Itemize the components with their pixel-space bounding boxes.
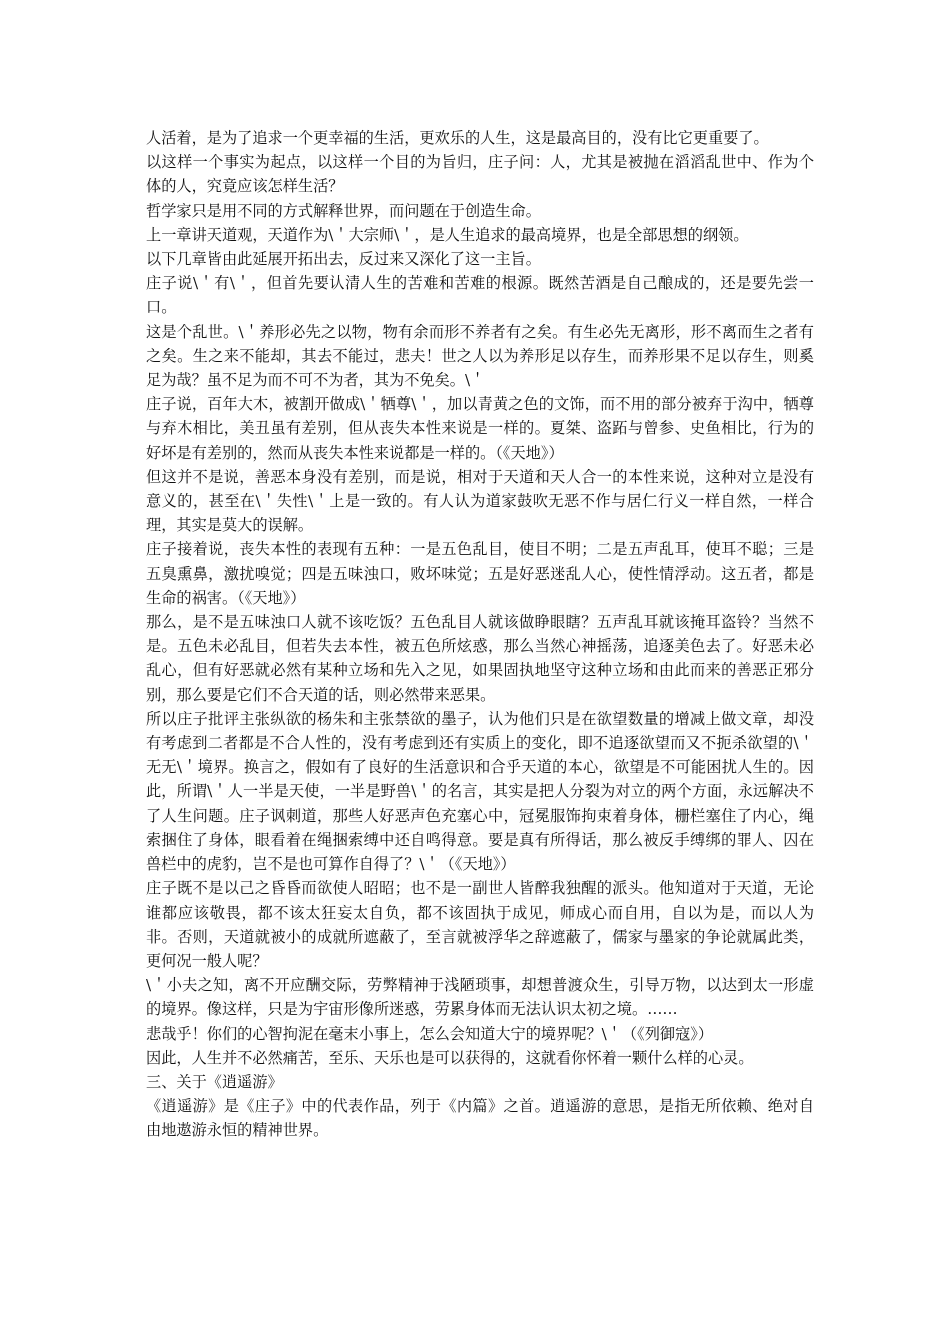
paragraph: 庄子接着说，丧失本性的表现有五种：一是五色乱目，使目不明；二是五声乱耳，使耳不聪；三是五臭熏鼻，激扰嗅觉；四是五味浊口，败坏味觉；五是好恶迷乱人心，使性情浮动。这五者，都是生命的祸害。（《天地》） [146,540,814,607]
paragraph: \＇小夫之知，离不开应酬交际，劳弊精神于浅陋琐事，却想普渡众生，引导万物，以达到太一形虚的境界。像这样，只是为宇宙形像所迷惑，劳累身体而无法认识太初之境。…… [146,976,814,1019]
paragraph: 这是个乱世。\＇养形必先之以物，物有余而形不养者有之矣。有生必先无离形，形不离而生之者有之矣。生之来不能却，其去不能过，悲夫！世之人以为养形足以存生，而养形果不足以存生，则奚足为哉？虽不足为而不可不为者，其为不免矣。\＇ [146,322,814,390]
paragraph: 那么，是不是五味浊口人就不该吃饭？五色乱目人就该做睁眼瞎？五声乱耳就该掩耳盗铃？当然不是。五色未必乱目，但若失去本性，被五色所炫惑，那么当然心神摇荡，追逐美色去了。好恶未必乱心，但有好恶就必然有某种立场和先入之见，如果固执地坚守这种立场和由此而来的善恶正邪分别，那么要是它们不合天道的话，则必然带来恶果。 [146,613,814,704]
paragraph: 所以庄子批评主张纵欲的杨朱和主张禁欲的墨子，认为他们只是在欲望数量的增减上做文章，却没有考虑到二者都是不合人性的，没有考虑到还有实质上的变化，即不追逐欲望而又不扼杀欲望的\＇无无\＇境界。换言之，假如有了良好的生活意识和合乎天道的本心，欲望是不可能困扰人生的。因此，所谓\＇人一半是天使，一半是野兽\＇的名言，其实是把人分裂为对立的两个方面，永远解决不了人生问题。庄子讽刺道，那些人好恶声色充塞心中，冠冕服饰拘束着身体，栅栏塞住了内心，绳索捆住了身体，眼看着在绳捆索缚中还自鸣得意。要是真有所得话，那么被反手缚绑的罪人、囚在兽栏中的虎豹，岂不是也可算作自得了？\＇（《天地》） [146,709,814,874]
paragraph: 庄子说，百年大木，被割开做成\＇牺尊\＇，加以青黄之色的文饰，而不用的部分被弃于沟中，牺尊与弃木相比，美丑虽有差别，但从丧失本性来说是一样的。夏桀、盗跖与曾参、史鱼相比，行为的好坏是有差别的，然而从丧失本性来说都是一样的。（《天地》） [146,395,814,462]
paragraph: 以下几章皆由此延展开拓出去，反过来又深化了这一主旨。 [146,250,541,269]
paragraph: 哲学家只是用不同的方式解释世界，而问题在于创造生命。 [146,201,541,220]
document-body [146,126,814,1143]
paragraph: 以这样一个事实为起点，以这样一个目的为旨归，庄子问：人，尤其是被抛在滔滔乱世中、作为个体的人，究竟应该怎样生活？ [146,153,814,196]
paragraph: 庄子说\＇有\＇，但首先要认清人生的苦难和苦难的根源。既然苦酒是自己酿成的，还是要先尝一口。 [146,274,814,317]
paragraph: 人活着，是为了追求一个更幸福的生活，更欢乐的人生，这是最高目的，没有比它更重要了。 [146,129,769,147]
paragraph: 因此，人生并不必然痛苦，至乐、天乐也是可以获得的，这就看你怀着一颗什么样的心灵。 [146,1048,754,1067]
paragraph: 上一章讲天道观，天道作为\＇大宗师\＇，是人生追求的最高境界，也是全部思想的纲领。 [146,225,749,244]
paragraph: 悲哉乎！你们的心智拘泥在毫末小事上，怎么会知道大宁的境界呢？\＇（《列御寇》） [146,1024,714,1043]
paragraph: 《逍遥游》是《庄子》中的代表作品，列于《内篇》之首。逍遥游的意思，是指无所依赖、绝对自由地遨游永恒的精神世界。 [146,1097,814,1140]
paragraph: 庄子既不是以己之昏昏而欲使人昭昭；也不是一副世人皆醉我独醒的派头。他知道对于天道，无论谁都应该敬畏，都不该太狂妄太自负，都不该固执于成见，师成心而自用，自以为是，而以人为非。否则，天道就被小的成就所遮蔽了，至言就被浮华之辞遮蔽了，儒家与墨家的争论就属此类，更何况一般人呢？ [146,879,814,970]
section-heading: 三、关于《逍遥游》 [146,1072,283,1091]
paragraph: 但这并不是说，善恶本身没有差别，而是说，相对于天道和天人合一的本性来说，这种对立是没有意义的，甚至在\＇失性\＇上是一致的。有人认为道家鼓吹无恶不作与居仁行义一样自然，一样合理，其实是莫大的误解。 [146,467,814,535]
